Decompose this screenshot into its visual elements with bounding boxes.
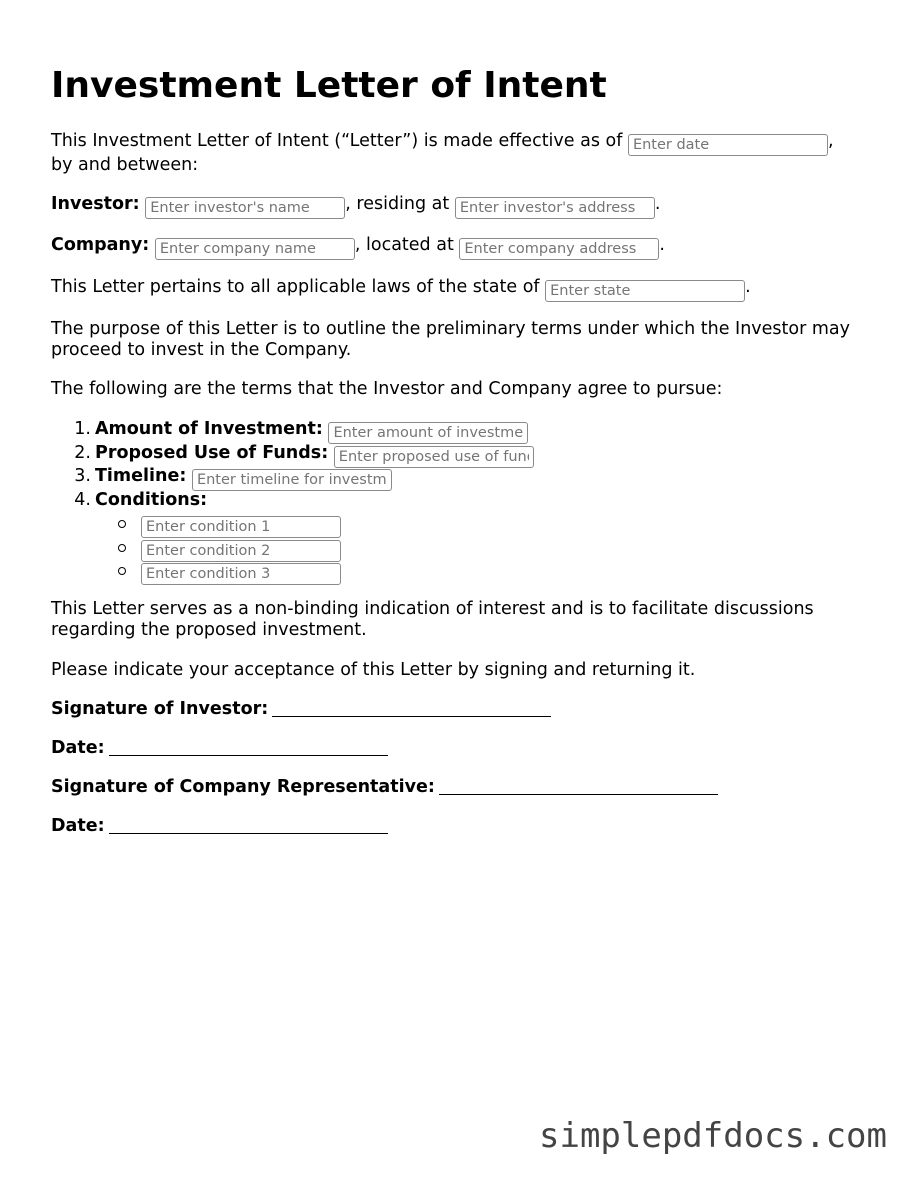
site-watermark: simplepdfdocs.com bbox=[539, 1116, 887, 1156]
intro-line bbox=[51, 131, 834, 156]
non-binding-paragraph: This Letter serves as a non-binding indication of interest and is to facilitate discussions regarding the proposed investment. bbox=[51, 599, 814, 640]
term-item-timeline bbox=[74, 465, 534, 489]
company-rep-signature-field[interactable] bbox=[439, 777, 718, 795]
date-line-2 bbox=[51, 816, 388, 837]
condition-item bbox=[141, 559, 534, 583]
term-item-conditions bbox=[74, 489, 534, 583]
term-label-timeline: Timeline: bbox=[95, 466, 187, 486]
company-rep-signature-label: Signature of Company Representative: bbox=[51, 777, 435, 797]
investor-signature-line bbox=[51, 699, 551, 720]
date-field-1[interactable] bbox=[109, 738, 388, 756]
acceptance-text: Please indicate your acceptance of this Letter by signing and returning it. bbox=[51, 660, 696, 680]
bullet-circle-icon bbox=[118, 520, 126, 528]
investor-label: Investor: bbox=[51, 194, 140, 214]
state-text: This Letter pertains to all applicable laws of the state of bbox=[51, 277, 546, 297]
investor-name-input[interactable] bbox=[145, 197, 345, 219]
date-line-1 bbox=[51, 738, 388, 759]
investor-address-input[interactable] bbox=[455, 197, 655, 219]
terms-list bbox=[51, 418, 534, 583]
company-name-input[interactable] bbox=[155, 238, 355, 260]
investor-period: . bbox=[654, 194, 661, 214]
term-label-conditions: Conditions: bbox=[95, 489, 208, 510]
state-period: . bbox=[745, 277, 751, 297]
term-number: 4. bbox=[74, 489, 91, 510]
document-title: Investment Letter of Intent bbox=[51, 65, 607, 106]
term-item-use-of-funds bbox=[74, 442, 534, 466]
intro-text: This Investment Letter of Intent (“Letter”) is made effective as of bbox=[51, 131, 628, 151]
intro-line-2: by and between: bbox=[51, 155, 199, 175]
company-line bbox=[51, 235, 665, 260]
company-period: . bbox=[659, 235, 665, 255]
condition-item bbox=[141, 512, 534, 536]
company-located-text: , located at bbox=[354, 235, 460, 255]
conditions-list bbox=[95, 512, 534, 583]
effective-date-input[interactable] bbox=[628, 134, 828, 156]
bullet-circle-icon bbox=[118, 544, 126, 552]
date-label-2: Date: bbox=[51, 816, 105, 836]
terms-intro: The following are the terms that the Investor and Company agree to pursue: bbox=[51, 379, 723, 399]
term-label-use-of-funds: Proposed Use of Funds: bbox=[95, 442, 329, 463]
investor-residing-text: , residing at bbox=[345, 194, 455, 214]
state-input[interactable] bbox=[545, 280, 745, 302]
investor-signature-label: Signature of Investor: bbox=[51, 699, 269, 719]
term-number: 2. bbox=[74, 442, 91, 463]
term-number: 3. bbox=[74, 466, 91, 486]
investor-signature-field[interactable] bbox=[272, 699, 551, 717]
term-item-amount bbox=[74, 418, 534, 442]
term-number: 1. bbox=[74, 419, 91, 439]
company-address-input[interactable] bbox=[459, 238, 659, 260]
date-label-1: Date: bbox=[51, 738, 105, 758]
purpose-paragraph: The purpose of this Letter is to outline the preliminary terms under which the Investor may proceed to invest in the Company. bbox=[51, 319, 850, 360]
condition-item bbox=[141, 536, 534, 560]
term-label-amount: Amount of Investment: bbox=[95, 419, 323, 439]
investor-line bbox=[51, 194, 660, 219]
bullet-circle-icon bbox=[118, 567, 126, 575]
date-field-2[interactable] bbox=[109, 816, 388, 834]
intro-comma: , bbox=[827, 131, 834, 151]
condition-3-input[interactable] bbox=[141, 563, 341, 585]
state-line bbox=[51, 277, 751, 302]
company-label: Company: bbox=[51, 235, 150, 255]
company-rep-signature-line bbox=[51, 777, 718, 798]
